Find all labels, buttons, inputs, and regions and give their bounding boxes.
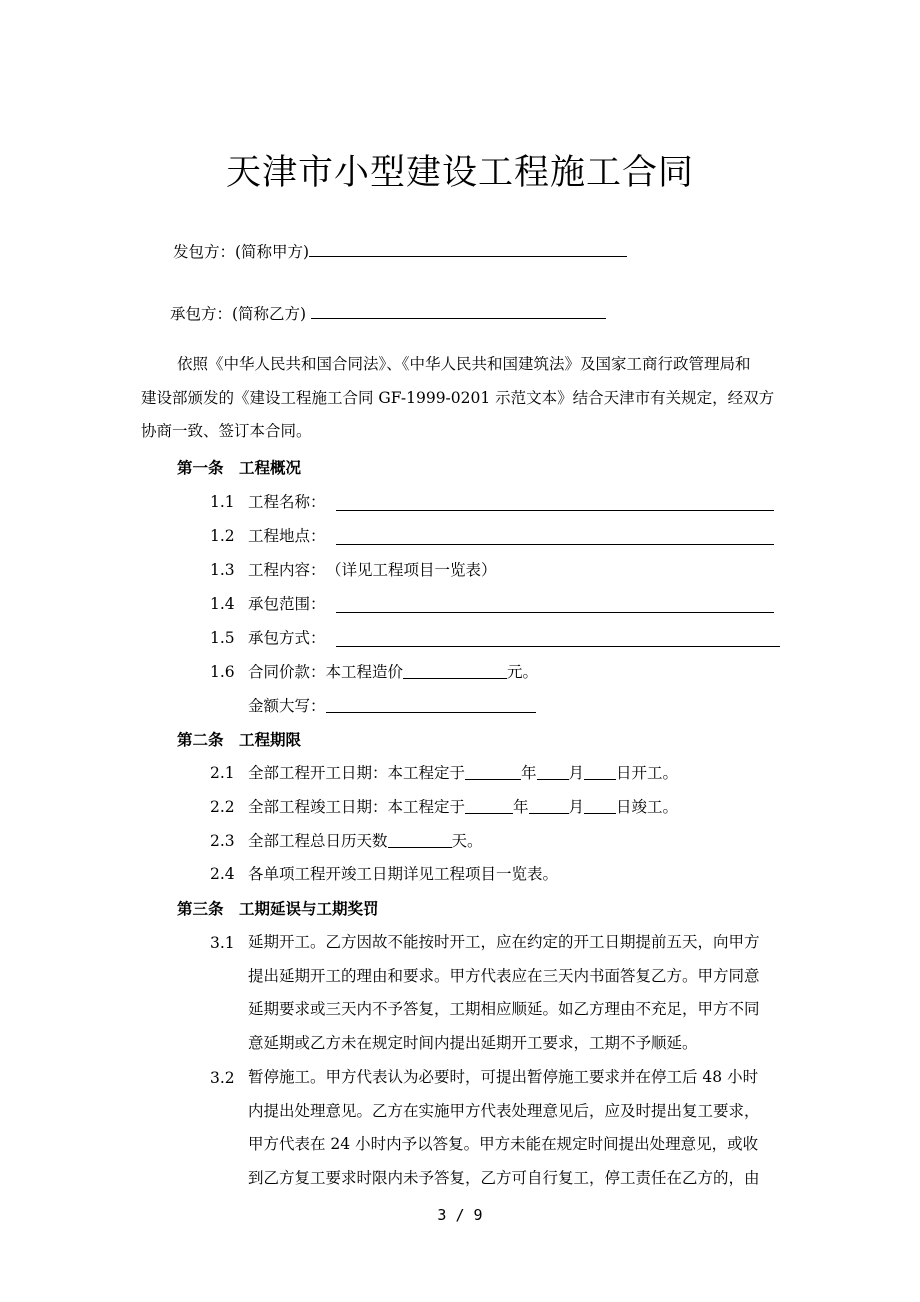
amount-words-blank: [326, 697, 536, 713]
clause-line: 甲方代表在 24 小时内予以答复。甲方未能在规定时间提出处理意见，或收: [248, 1135, 759, 1153]
clause-number: 1.2: [210, 527, 235, 545]
clause-line: 延期开工。乙方因故不能按时开工，应在约定的开工日期提前五天，向甲方: [248, 933, 760, 951]
clause-number: 1.4: [210, 595, 235, 613]
clause-number: 2.4: [210, 865, 235, 883]
party-b-blank: [311, 302, 606, 319]
year-blank: [465, 798, 513, 814]
clause-number: 1.5: [210, 629, 235, 647]
party-a-blank: [309, 240, 627, 257]
clause-body: [248, 926, 783, 1060]
clause-label: 工程地点：: [248, 527, 326, 545]
intro-line: 协商一致、签订本合同。: [141, 422, 312, 440]
price-blank: [403, 663, 507, 679]
clause-line: 延期要求或三天内不予答复，工期相应顺延。如乙方理由不充足，甲方不同: [248, 1000, 760, 1018]
clause-label: 全部工程开工日期：本工程定于: [248, 764, 466, 782]
clause-label: 承包方式：: [248, 629, 326, 647]
month-blank: [529, 798, 569, 814]
clause-text: [248, 831, 483, 851]
clause-text: [248, 662, 538, 682]
clause-number: 1.1: [210, 493, 235, 511]
amount-words-label: 金额大写：: [248, 697, 326, 715]
clause-number: 2.1: [210, 764, 235, 782]
clause-number: 3.2: [210, 1069, 235, 1087]
intro-line: 依照《中华人民共和国合同法》、《中华人民共和国建筑法》及国家工商行政管理局和: [177, 355, 751, 373]
clause-line: 意延期或乙方未在规定时间内提出延期开工要求，工期不予顺延。: [248, 1033, 698, 1052]
clause-line: 提出延期开工的理由和要求。甲方代表应在三天内书面答复乙方。甲方同意: [248, 966, 760, 985]
clause-suffix: 天。: [451, 832, 483, 850]
clause-number: 3.1: [210, 934, 235, 952]
clause-label: 工程内容：: [248, 561, 326, 579]
year-label: 年: [521, 764, 537, 782]
month-blank: [537, 764, 569, 780]
article-heading: 第二条 工程期限: [177, 730, 302, 749]
amount-words-row: [248, 696, 536, 716]
clause-label: 全部工程竣工日期：本工程定于: [248, 798, 466, 816]
clause-text: [248, 763, 678, 783]
clause-number: 1.3: [210, 561, 235, 579]
clause-line: 暂停施工。甲方代表认为必要时，可提出暂停施工要求并在停工后 48 小时: [248, 1068, 759, 1086]
clause-blank: [336, 630, 780, 647]
page-number: 3 / 9: [437, 1206, 483, 1224]
month-label: 月: [568, 798, 585, 816]
clause-number: 2.2: [210, 798, 235, 816]
party-a-label: 发包方：(简称甲方): [173, 243, 310, 261]
clause-label: 承包范围：: [248, 595, 326, 613]
clause-line: 内提出处理意见。乙方在实施甲方代表处理意见后，应及时提出复工要求，: [248, 1101, 760, 1120]
clause-label: 合同价款：本工程造价: [248, 663, 404, 681]
intro-paragraph: [141, 348, 781, 449]
day-blank: [584, 798, 616, 814]
document-title: 天津市小型建设工程施工合同: [225, 153, 694, 193]
party-a-line: [173, 240, 627, 262]
clause-number: 1.6: [210, 663, 235, 681]
clause-text: [248, 797, 678, 817]
party-b-line: [170, 302, 606, 324]
article-heading: 第三条 工期延误与工期奖罚: [177, 899, 379, 918]
article-heading: 第一条 工程概况: [177, 458, 302, 477]
clause-number: 2.3: [210, 832, 235, 850]
day-blank: [584, 764, 616, 780]
intro-line: 建设部颁发的《建设工程施工合同 GF-1999-0201 示范文本》结合天津市有关规定，经双方: [141, 388, 775, 407]
year-label: 年: [513, 798, 529, 816]
clause-value: （详见工程项目一览表）: [326, 561, 497, 579]
days-blank: [388, 832, 452, 848]
year-blank: [465, 764, 521, 780]
clause-blank: [336, 596, 774, 613]
month-label: 月: [568, 764, 585, 782]
clause-suffix: 元。: [507, 663, 539, 681]
clause-blank: [336, 494, 774, 511]
clause-line: 到乙方复工要求时限内未予答复，乙方可自行复工，停工责任在乙方的，由: [248, 1168, 760, 1187]
day-label: 日竣工。: [616, 798, 679, 816]
clause-blank: [336, 528, 774, 545]
day-label: 日开工。: [616, 764, 679, 782]
party-b-label: 承包方：(简称乙方): [170, 305, 307, 323]
clause-label: 工程名称：: [248, 493, 326, 511]
clause-body: [248, 1061, 783, 1195]
clause-text: 各单项工程开竣工日期详见工程项目一览表。: [248, 865, 559, 883]
clause-label: 全部工程总日历天数: [248, 832, 388, 850]
